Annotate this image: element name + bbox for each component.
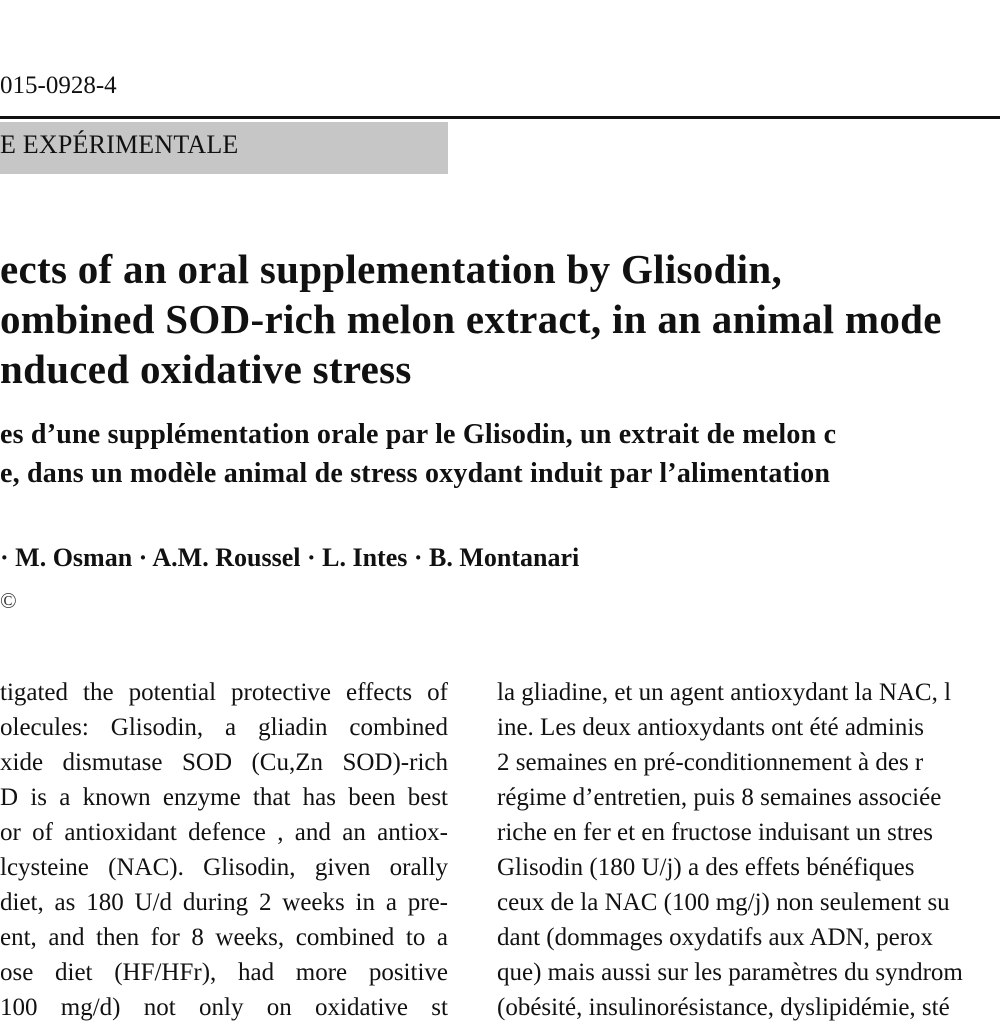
resume-line: ine. Les deux antioxydants ont été adminis: [497, 714, 924, 741]
subtitle-line-2: e, dans un modèle animal de stress oxydant induit par l’alimentation: [0, 458, 831, 489]
resume-line: régime d’entretien, puis 8 semaines associée: [497, 784, 942, 811]
resume-line: que) mais aussi sur les paramètres du syndrom: [497, 959, 963, 986]
title-line-2: ombined SOD-rich melon extract, in an animal mode: [0, 296, 942, 342]
title-line-3: nduced oxidative stress: [0, 346, 412, 392]
abstract-line: D is a known enzyme that has been best: [0, 784, 448, 811]
abstract-line: lcysteine (NAC). Glisodin, given orally: [0, 854, 448, 881]
resume-line: 2 semaines en pré-conditionnement à des r: [497, 749, 924, 776]
abstract-line: ose diet (HF/HFr), had more positive: [0, 959, 448, 986]
doi-reference: 015-0928-4: [0, 72, 117, 99]
resume-line: dant (dommages oxydatifs aux ADN, perox: [497, 924, 934, 951]
abstract-line: xide dismutase SOD (Cu,Zn SOD)-rich: [0, 749, 448, 776]
resume-line: (obésité, insulinorésistance, dyslipidémie, sté: [497, 994, 950, 1021]
header-rule: [0, 116, 1000, 119]
title-line-1: ects of an oral supplementation by Glisodin,: [0, 246, 783, 292]
resume-line: ceux de la NAC (100 mg/j) non seulement su: [497, 889, 950, 916]
resume-line: Glisodin (180 U/j) a des effets bénéfiques: [497, 854, 915, 881]
abstract-line: tigated the potential protective effects of: [0, 679, 448, 706]
subtitle-line-1: es d’une supplémentation orale par le Glisodin, un extrait de melon c: [0, 419, 837, 450]
section-label: E EXPÉRIMENTALE: [0, 130, 239, 159]
author-list: · M. Osman · A.M. Roussel · L. Intes · B. Montanari: [0, 543, 580, 572]
abstract-line: diet, as 180 U/d during 2 weeks in a pre-: [0, 889, 448, 916]
abstract-line: 100 mg/d) not only on oxidative st: [0, 994, 448, 1021]
resume-line: la gliadine, et un agent antioxydant la NAC, l: [497, 679, 952, 706]
resume-line: riche en fer et en fructose induisant un stres: [497, 819, 933, 846]
abstract-line: or of antioxidant defence , and an antiox-: [0, 819, 448, 846]
affiliation-mark: ©: [0, 588, 17, 613]
abstract-line: ent, and then for 8 weeks, combined to a: [0, 924, 448, 951]
abstract-line: olecules: Glisodin, a gliadin combined: [0, 714, 448, 741]
